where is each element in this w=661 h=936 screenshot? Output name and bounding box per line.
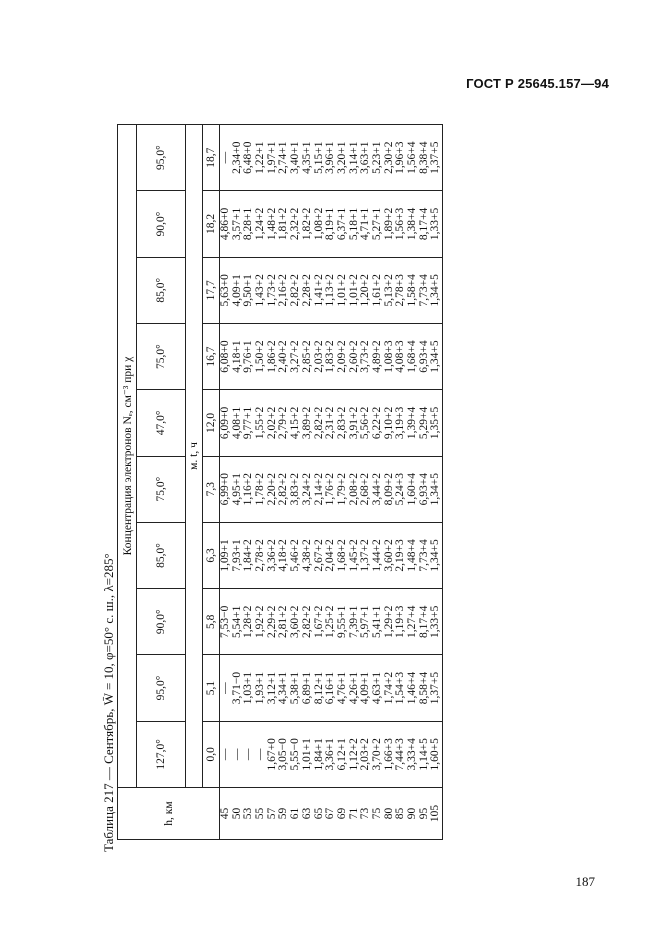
concentration-value: 7,53−0	[219, 605, 231, 638]
rotated-table-block	[101, 124, 521, 852]
concentration-value: 2,34+0	[230, 141, 243, 174]
concentration-value: 4,08+1	[230, 406, 243, 440]
concentration-value: 8,58+4	[417, 671, 430, 705]
concentration-value: 2,16+2	[277, 274, 290, 307]
concentration-value: 1,58+4	[406, 274, 418, 307]
concentration-value: —	[242, 748, 255, 761]
concentration-value: 4,08+3	[394, 340, 407, 373]
concentration-value: 2,78+3	[394, 274, 407, 307]
concentration-value: 9,10+2	[382, 406, 395, 440]
concentration-value: 1,81+2	[277, 207, 290, 241]
table-caption: Таблица 217 — Сентябрь, W̄ = 10, φ=50° с. ш., λ=285°	[101, 553, 116, 852]
chi-header: 47,0°	[137, 390, 186, 456]
concentration-value: 7,73+4	[417, 539, 430, 572]
time-header: 12,0	[203, 390, 220, 456]
concentration-value: 2,85+2	[300, 340, 313, 373]
concentration-value: 3,05−0	[277, 738, 290, 771]
concentration-value: 2,82+2	[277, 472, 290, 506]
concentration-value: 1,92+2	[254, 605, 267, 638]
concentration-value: 3,40+1	[289, 141, 302, 174]
height-value: 65	[312, 807, 325, 820]
height-value: 71	[347, 807, 360, 820]
concentration-value: 1,56+4	[406, 141, 418, 174]
concentration-value: 1,08+2	[312, 207, 325, 241]
height-value: 73	[359, 807, 372, 820]
concentration-value: 1,28+2	[242, 605, 255, 638]
concentration-value: 3,96+1	[324, 141, 337, 174]
concentration-value: 4,76+1	[335, 671, 348, 705]
concentration-value: 2,31+2	[324, 406, 337, 440]
concentration-value: 4,38+2	[300, 539, 313, 572]
concentration-value: 1,44+2	[370, 539, 383, 572]
concentration-value: 3,12+1	[265, 671, 278, 705]
concentration-value: 8,17+4	[417, 207, 430, 241]
concentration-value: 4,18+2	[277, 539, 290, 572]
concentration-value: 2,83+2	[335, 406, 348, 440]
concentration-value: 6,08+0	[219, 340, 231, 373]
height-value: 59	[277, 807, 290, 820]
concentration-value: 8,28+1	[242, 207, 255, 241]
concentration-value: 1,84+2	[242, 539, 255, 572]
concentration-value: 1,25+2	[324, 605, 337, 638]
concentration-value: 5,18+1	[347, 207, 360, 241]
concentration-value: 1,43+2	[254, 274, 267, 307]
concentration-value: 4,89+2	[370, 340, 383, 373]
concentration-value: 4,86+0	[219, 207, 231, 241]
concentration-value: 9,76+1	[242, 340, 255, 373]
concentration-value: 1,46+4	[406, 671, 418, 705]
concentration-value: 1,54+3	[394, 671, 407, 705]
concentration-value: 1,82+2	[300, 207, 313, 241]
concentration-value: 2,78+2	[254, 539, 267, 572]
concentration-value: 3,83+2	[289, 472, 302, 506]
concentration-value: 3,19+3	[394, 406, 407, 440]
concentration-value: 2,09+2	[335, 340, 348, 373]
concentration-value: 9,50+1	[242, 274, 255, 307]
concentration-value: 6,37+1	[335, 207, 348, 241]
concentration-value: 9,77+1	[242, 406, 255, 440]
concentration-value: 7,93+1	[230, 539, 243, 572]
concentration-column	[220, 191, 443, 257]
concentration-value: 3,33+4	[406, 738, 418, 771]
concentration-value: 1,93+1	[254, 671, 267, 705]
concentration-value: 1,01+2	[335, 274, 348, 307]
height-value: 55	[254, 807, 267, 820]
concentration-value: 1,68+2	[335, 539, 348, 572]
concentration-value: 1,37+5	[429, 671, 442, 705]
concentration-value: 2,04+2	[324, 539, 337, 572]
chi-header: 90,0°	[137, 589, 186, 655]
concentration-value: 4,09+1	[230, 274, 243, 307]
concentration-value: 1,73+2	[265, 274, 278, 307]
page-number: 187	[575, 874, 595, 889]
concentration-column	[220, 390, 443, 456]
time-header: 5,8	[203, 589, 220, 655]
concentration-value: 1,86+2	[265, 340, 278, 373]
concentration-value: 1,76+2	[324, 472, 337, 506]
concentration-value: 5,55−0	[289, 738, 302, 771]
concentration-value: 6,09+0	[219, 406, 231, 440]
concentration-value: 3,89+2	[300, 406, 313, 440]
time-header: 5,1	[203, 655, 220, 721]
concentration-value: —	[219, 151, 231, 164]
concentration-value: 1,37+5	[429, 141, 442, 174]
concentration-value: 1,48+2	[265, 207, 278, 241]
concentration-value: 5,97+1	[359, 605, 372, 638]
concentration-value: 1,41+2	[312, 274, 325, 307]
concentration-value: 5,23+1	[370, 141, 383, 174]
chi-header: 127,0°	[137, 721, 186, 787]
concentration-value: 2,20+2	[265, 472, 278, 506]
concentration-value: 1,89+2	[382, 207, 395, 241]
concentration-value: 3,91+2	[347, 406, 360, 440]
chi-header: 85,0°	[137, 257, 186, 323]
time-header: 6,3	[203, 522, 220, 588]
concentration-value: 1,67+2	[312, 605, 325, 638]
concentration-value: 4,26+1	[347, 671, 360, 705]
concentration-value: 7,39+1	[347, 605, 360, 638]
chi-header: 95,0°	[137, 655, 186, 721]
time-header: 7,3	[203, 456, 220, 522]
concentration-value: 1,67+0	[265, 738, 278, 771]
concentration-value: 1,03+1	[242, 671, 255, 705]
concentration-value: 2,81+2	[277, 605, 290, 638]
time-header: 0,0	[203, 721, 220, 787]
concentration-value: 5,29+4	[417, 406, 430, 440]
concentration-value: 5,56+2	[359, 406, 372, 440]
height-value: 63	[300, 807, 313, 820]
chi-header: 85,0°	[137, 522, 186, 588]
concentration-value: 6,93+4	[417, 472, 430, 506]
concentration-value: 1,68+4	[406, 340, 418, 373]
concentration-value: 3,63+1	[359, 141, 372, 174]
chi-header: 90,0°	[137, 191, 186, 257]
concentration-value: 1,24+2	[254, 207, 267, 241]
concentration-value: 4,95+1	[230, 472, 243, 506]
concentration-value: 5,63+0	[219, 274, 231, 307]
concentration-value: 6,93+4	[417, 340, 430, 373]
concentration-value: —	[219, 682, 231, 694]
concentration-value: 1,01+2	[347, 274, 360, 307]
time-header: 18,7	[203, 125, 220, 191]
concentration-column	[220, 589, 443, 655]
concentration-value: 1,35+5	[429, 406, 442, 440]
concentration-value: 2,19+3	[394, 539, 407, 572]
concentration-value: 1,34+5	[429, 539, 442, 572]
concentration-value: 5,27+1	[370, 207, 383, 241]
concentration-value: 2,29+2	[265, 605, 278, 638]
concentration-value: 9,55+1	[335, 605, 348, 638]
concentration-value: 1,60+5	[429, 738, 442, 771]
concentration-value: 1,14+5	[417, 738, 430, 771]
height-value: 69	[335, 807, 348, 820]
concentration-value: 1,22+1	[254, 141, 267, 174]
heights-column	[220, 788, 443, 840]
concentration-value: 7,73+4	[417, 274, 430, 307]
concentration-value: 2,82+2	[289, 274, 302, 307]
concentration-value: 2,60+2	[347, 340, 360, 373]
concentration-value: 3,14+1	[347, 141, 360, 174]
concentration-value: 2,67+2	[312, 539, 325, 572]
group-header: Концентрация электронов Nₑ, см⁻³ при χ	[118, 125, 137, 788]
concentration-value: 3,70+2	[370, 738, 383, 771]
concentration-value: 1,38+4	[406, 207, 418, 241]
concentration-value: 5,41+1	[370, 605, 383, 638]
concentration-value: —	[219, 748, 231, 761]
concentration-value: 1,78+2	[254, 472, 267, 506]
time-label: м. t, ч	[186, 125, 203, 788]
concentration-value: 2,03+2	[312, 340, 325, 373]
concentration-value: 2,74+1	[277, 141, 290, 174]
concentration-value: 1,29+2	[382, 605, 395, 638]
concentration-value: 5,54+1	[230, 605, 243, 638]
concentration-value: 1,61+2	[370, 274, 383, 307]
concentration-value: 1,09+1	[219, 539, 231, 572]
concentration-value: 1,34+5	[429, 340, 442, 373]
height-value: 50	[230, 807, 243, 820]
concentration-column	[220, 721, 443, 787]
concentration-value: 1,01+1	[300, 738, 313, 771]
concentration-value: 3,36+1	[324, 738, 337, 771]
concentration-value: 4,18+1	[230, 340, 243, 373]
concentration-value: 1,48+4	[406, 539, 418, 572]
concentration-value: —	[254, 748, 267, 761]
concentration-column	[220, 323, 443, 389]
concentration-value: 3,44+2	[370, 472, 383, 506]
concentration-value: 1,16+2	[242, 472, 255, 506]
time-header: 16,7	[203, 323, 220, 389]
concentration-value: 4,35+1	[300, 141, 313, 174]
height-value: 105	[429, 804, 442, 823]
concentration-value: 2,30+2	[382, 141, 395, 174]
concentration-value: 6,48+0	[242, 141, 255, 174]
concentration-value: 5,38+1	[289, 671, 302, 705]
concentration-column	[220, 655, 443, 721]
concentration-value: 4,71+1	[359, 207, 372, 241]
concentration-value: 4,15+2	[289, 406, 302, 440]
concentration-value: 1,34+5	[429, 472, 442, 506]
concentration-value: 2,28+2	[300, 274, 313, 307]
concentration-value: 1,33+5	[429, 207, 442, 241]
h-column-header: h, км	[118, 788, 220, 840]
chi-header: 95,0°	[137, 125, 186, 191]
height-value: 85	[394, 807, 407, 820]
concentration-value: 1,66+3	[382, 738, 395, 771]
concentration-value: 1,74+2	[382, 671, 395, 705]
concentration-column	[220, 456, 443, 522]
concentration-value: 2,40+2	[277, 340, 290, 373]
electron-concentration-table	[117, 124, 443, 840]
concentration-value: 1,27+4	[406, 605, 418, 638]
concentration-value: 1,50+2	[254, 340, 267, 373]
concentration-value: 2,32+2	[289, 207, 302, 241]
concentration-value: 4,63+1	[370, 671, 383, 705]
concentration-value: 1,39+4	[406, 406, 418, 440]
height-value: 80	[382, 807, 395, 820]
height-value: 67	[324, 807, 337, 820]
concentration-value: 1,83+2	[324, 340, 337, 373]
concentration-value: 8,12+1	[312, 671, 325, 705]
concentration-value: 3,20+1	[335, 141, 348, 174]
concentration-column	[220, 257, 443, 323]
concentration-value: 3,36+2	[265, 539, 278, 572]
concentration-value: 3,60+2	[382, 539, 395, 572]
concentration-value: 1,37+2	[359, 539, 372, 572]
concentration-value: 5,15+1	[312, 141, 325, 174]
concentration-value: 5,13+2	[382, 274, 395, 307]
concentration-value: 6,89+1	[300, 671, 313, 705]
concentration-value: 3,60+2	[289, 605, 302, 638]
concentration-value: 4,34+1	[277, 671, 290, 705]
concentration-value: 1,97+1	[265, 141, 278, 174]
concentration-value: 1,56+3	[394, 207, 407, 241]
concentration-value: 8,19+1	[324, 207, 337, 241]
height-value: 95	[417, 807, 430, 820]
height-value: 53	[242, 807, 255, 820]
height-value: 57	[265, 807, 278, 820]
concentration-value: 6,22+2	[370, 406, 383, 440]
time-header: 18,2	[203, 191, 220, 257]
concentration-value: 1,13+2	[324, 274, 337, 307]
concentration-value: 8,17+4	[417, 605, 430, 638]
document-header: ГОСТ Р 25645.157—94	[466, 76, 609, 91]
concentration-value: 5,46+2	[289, 539, 302, 572]
concentration-value: 1,19+3	[394, 605, 407, 638]
concentration-value: 1,96+3	[394, 141, 407, 174]
height-value: 90	[406, 807, 418, 820]
concentration-value: 2,02+2	[265, 406, 278, 440]
concentration-value: 3,73+2	[359, 340, 372, 373]
concentration-value: 8,09+2	[382, 472, 395, 506]
concentration-value: 6,16+1	[324, 671, 337, 705]
concentration-value: 3,71−0	[230, 671, 243, 705]
concentration-value: 1,33+5	[429, 605, 442, 638]
concentration-value: 3,27+2	[289, 340, 302, 373]
concentration-value: 1,55+2	[254, 406, 267, 440]
concentration-value: 2,79+2	[277, 406, 290, 440]
concentration-value: —	[230, 748, 243, 761]
concentration-value: 1,12+2	[347, 738, 360, 771]
concentration-column	[220, 125, 443, 191]
concentration-value: 1,34+5	[429, 274, 442, 307]
time-header: 17,7	[203, 257, 220, 323]
concentration-value: 1,79+2	[335, 472, 348, 506]
concentration-value: 1,08+3	[382, 340, 395, 373]
concentration-value: 7,44+3	[394, 738, 407, 771]
concentration-value: 2,03+2	[359, 738, 372, 771]
concentration-value: 1,45+2	[347, 539, 360, 572]
height-value: 61	[289, 807, 302, 820]
concentration-value: 2,82+2	[300, 605, 313, 638]
chi-header: 75,0°	[137, 323, 186, 389]
concentration-value: 2,08+2	[347, 472, 360, 506]
concentration-value: 1,20+2	[359, 274, 372, 307]
concentration-value: 2,14+2	[312, 472, 325, 506]
height-value: 45	[219, 807, 231, 820]
concentration-value: 3,24+2	[300, 472, 313, 506]
concentration-value: 1,84+1	[312, 738, 325, 771]
concentration-value: 5,24+3	[394, 472, 407, 506]
concentration-value: 1,60+4	[406, 472, 418, 506]
chi-header: 75,0°	[137, 456, 186, 522]
concentration-value: 8,38+4	[417, 141, 430, 174]
concentration-value: 3,57+1	[230, 207, 243, 241]
height-value: 75	[370, 807, 383, 820]
concentration-column	[220, 522, 443, 588]
concentration-value: 4,09+1	[359, 671, 372, 705]
concentration-value: 2,82+2	[312, 406, 325, 440]
concentration-value: 2,68+2	[359, 472, 372, 506]
concentration-value: 6,12+1	[335, 738, 348, 771]
concentration-value: 6,99+0	[219, 472, 231, 506]
